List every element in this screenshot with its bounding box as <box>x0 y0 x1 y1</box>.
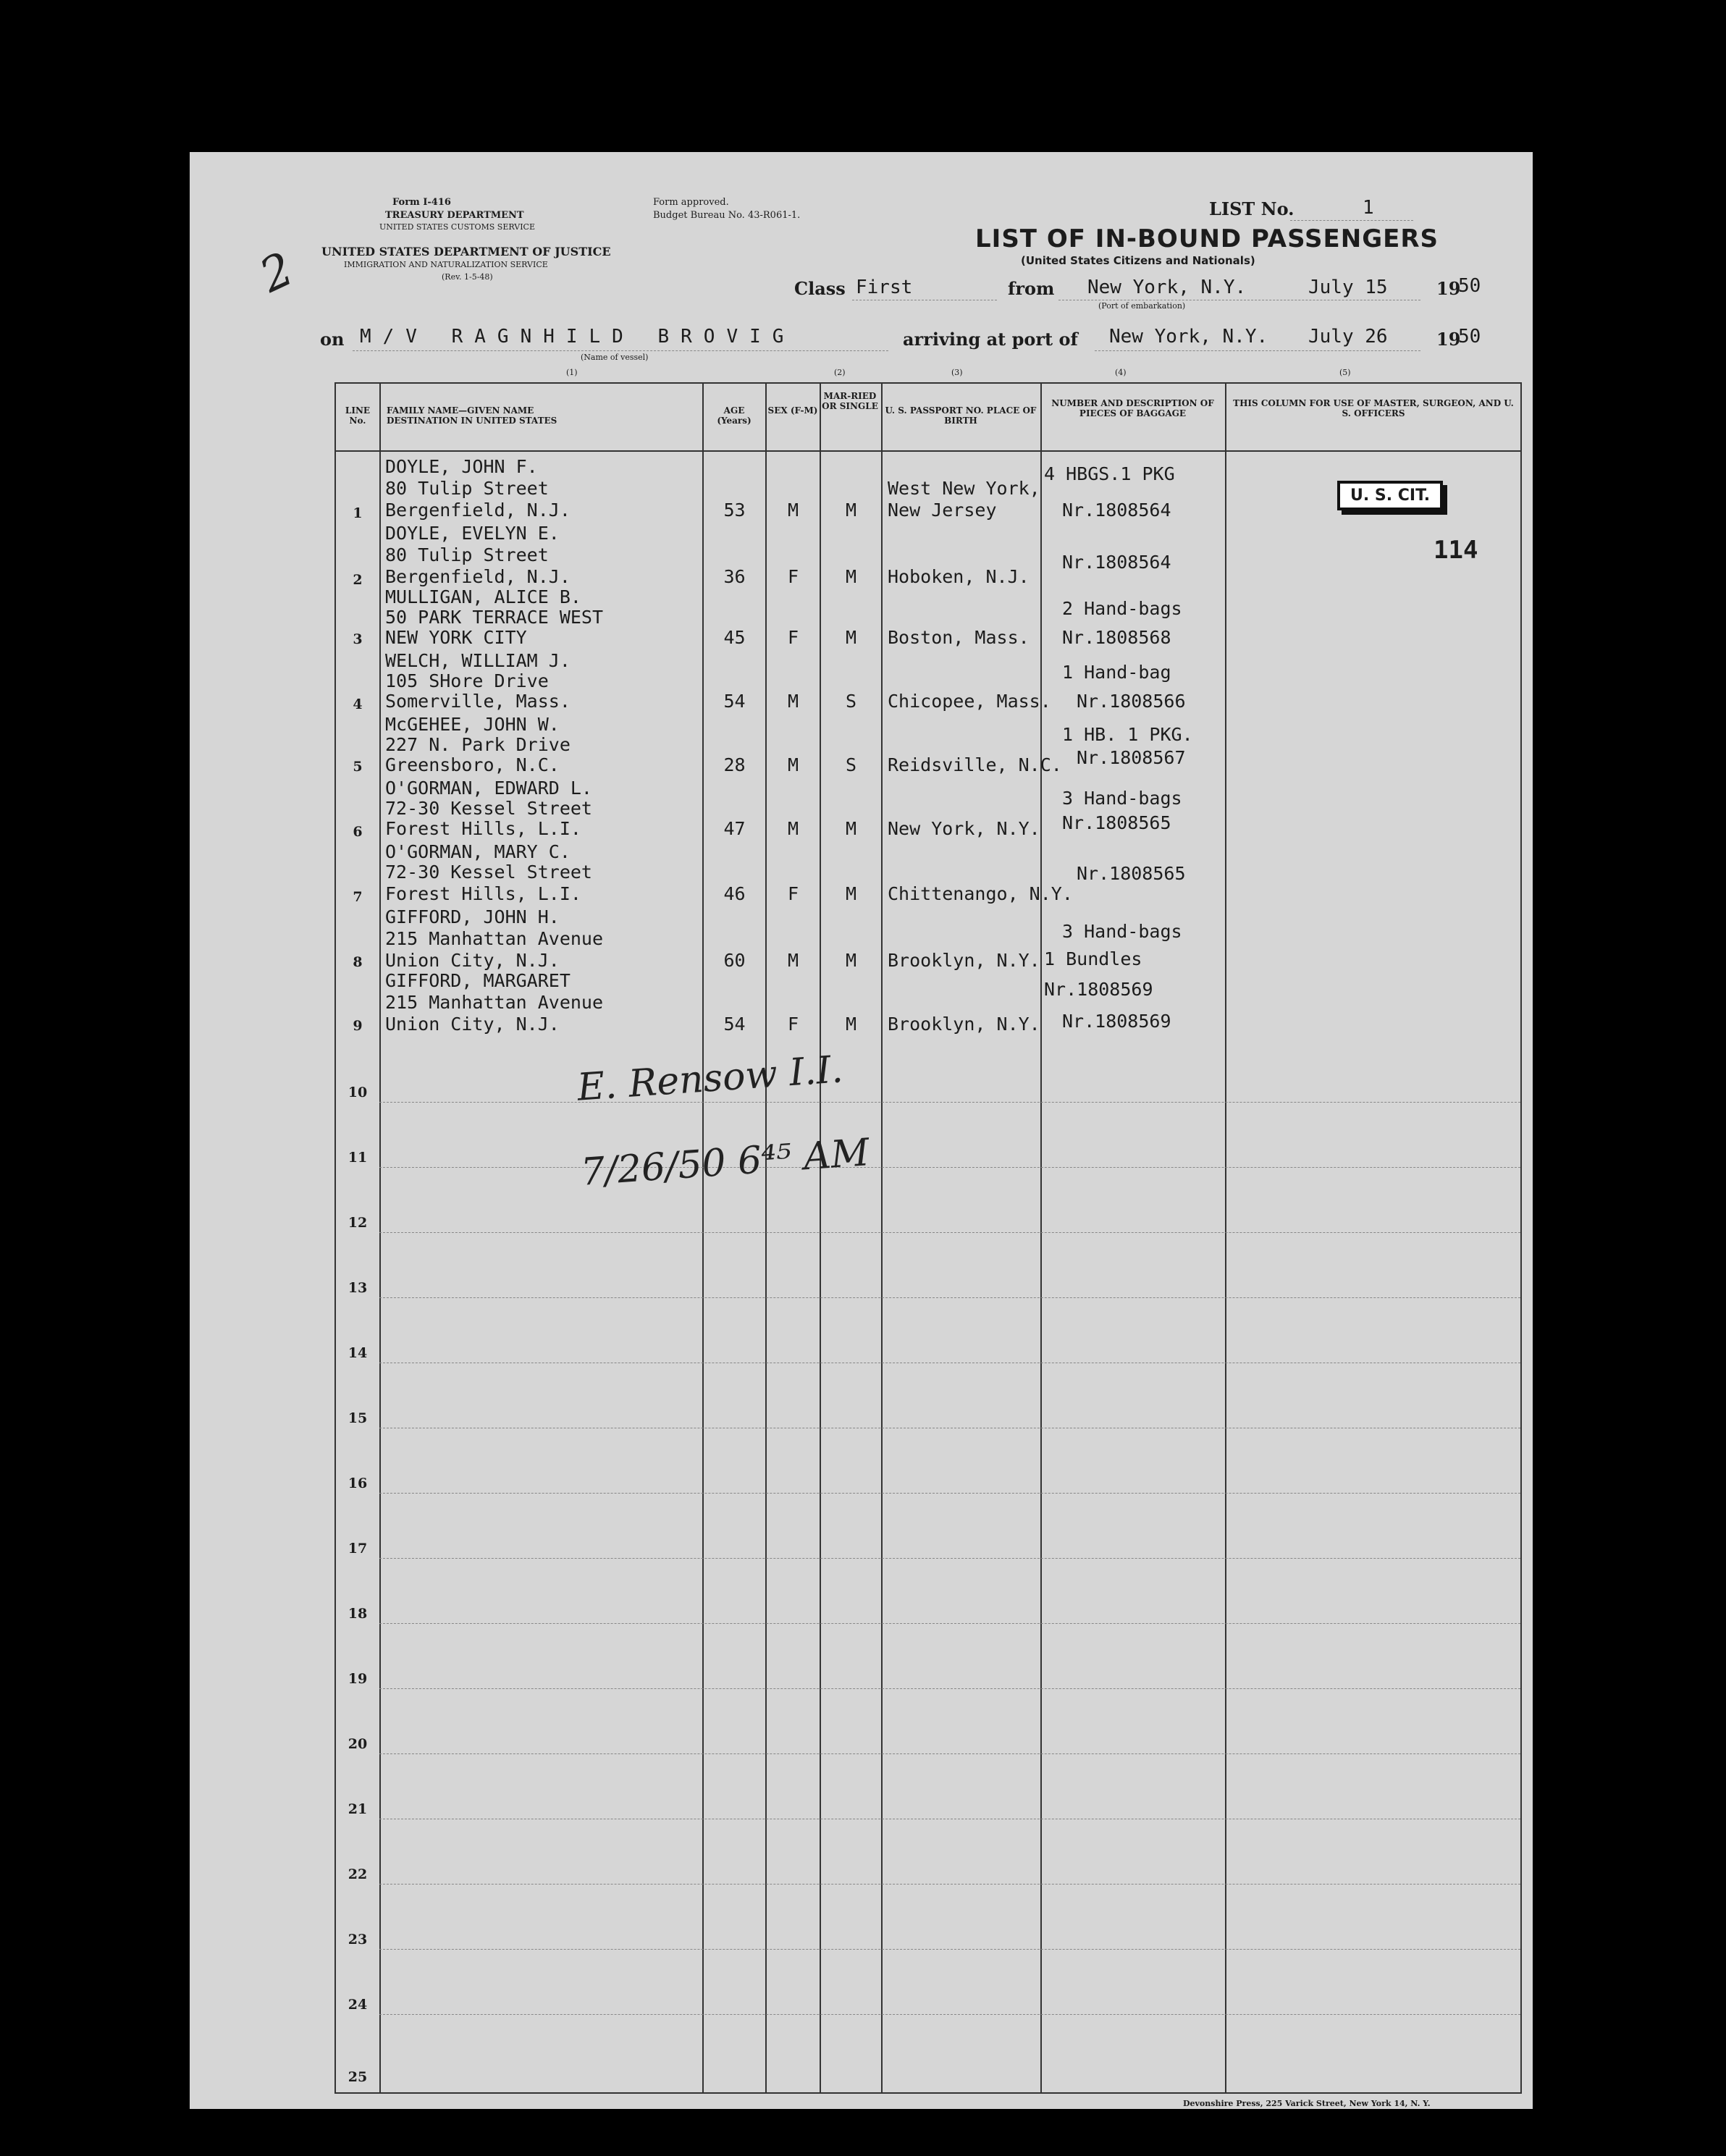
passenger-city: Forest Hills, L.I. <box>385 818 581 839</box>
passenger-name: DOYLE, EVELYN E. <box>385 523 560 544</box>
line-number: 20 <box>348 1736 368 1752</box>
line-number: 5 <box>353 759 363 775</box>
header-age: AGE (Years) <box>717 405 752 426</box>
list-no-label: LIST No. <box>1209 198 1294 219</box>
justice-dept: UNITED STATES DEPARTMENT OF JUSTICE <box>321 245 611 258</box>
line-number: 24 <box>348 1997 368 2013</box>
line-number: 23 <box>348 1932 368 1947</box>
passenger-age: 28 <box>723 754 746 775</box>
baggage-desc: Nr.1808565 <box>1077 863 1186 884</box>
baggage-number: Nr.1808567 <box>1077 747 1186 768</box>
passenger-address: 80 Tulip Street <box>385 544 549 565</box>
passenger-age: 54 <box>723 691 746 712</box>
header-passport: U. S. PASSPORT NO. PLACE OF BIRTH <box>885 405 1037 426</box>
passenger-marital: M <box>845 883 857 904</box>
line-number: 21 <box>348 1801 368 1817</box>
birth-place-2: New York, N.Y. <box>888 818 1040 839</box>
from-label: from <box>1008 278 1055 299</box>
on-label: on <box>320 329 345 350</box>
line-number: 12 <box>348 1215 368 1231</box>
line-number: 14 <box>348 1345 368 1361</box>
line-number: 10 <box>348 1085 368 1100</box>
passenger-sex: M <box>787 691 799 712</box>
form-sheet <box>190 152 1533 2109</box>
passenger-name: O'GORMAN, MARY C. <box>385 841 571 862</box>
passenger-city: Forest Hills, L.I. <box>385 883 581 904</box>
line-number: 7 <box>353 889 363 905</box>
passenger-city: Somerville, Mass. <box>385 691 571 712</box>
baggage-desc: 3 Hand-bags <box>1062 921 1182 942</box>
header-officers: THIS COLUMN FOR USE OF MASTER, SURGEON, AND U. S. OFFICERS <box>1233 398 1514 418</box>
line-number: 15 <box>348 1410 368 1426</box>
passenger-city: Bergenfield, N.J. <box>385 566 571 587</box>
passenger-name: O'GORMAN, EDWARD L. <box>385 778 592 799</box>
passenger-marital: M <box>845 1014 857 1035</box>
passenger-marital: M <box>845 627 857 648</box>
line-number: 3 <box>353 631 363 647</box>
birth-place-2: Brooklyn, N.Y. <box>888 950 1040 971</box>
birth-place-2: Reidsville, N.C. <box>888 754 1062 775</box>
passenger-address: 50 PARK TERRACE WEST <box>385 607 604 628</box>
table-top-border <box>334 382 1522 384</box>
handwritten-signature: E. Rensow I.I. <box>576 1048 845 1110</box>
customs-service: UNITED STATES CUSTOMS SERVICE <box>379 222 535 232</box>
form-revision: (Rev. 1-5-48) <box>442 272 493 282</box>
immigration-service: IMMIGRATION AND NATURALIZATION SERVICE <box>344 260 548 269</box>
list-no-value: 1 <box>1363 197 1374 219</box>
header-line-no: LINE No. <box>345 405 371 426</box>
passenger-marital: M <box>845 566 857 587</box>
passenger-name: WELCH, WILLIAM J. <box>385 650 571 671</box>
passenger-marital: M <box>845 818 857 839</box>
baggage-number: 1 Bundles <box>1044 948 1142 969</box>
passenger-city: Greensboro, N.C. <box>385 754 560 775</box>
passenger-city: Bergenfield, N.J. <box>385 500 571 521</box>
passenger-city: Union City, N.J. <box>385 950 560 971</box>
passenger-address: 215 Manhattan Avenue <box>385 928 604 949</box>
passenger-age: 60 <box>723 950 746 971</box>
baggage-desc: Nr.1808569 <box>1044 979 1153 1000</box>
officer-number: 114 <box>1434 536 1478 565</box>
birth-place-2: Chicopee, Mass. <box>888 691 1051 712</box>
arrival-year: 50 <box>1458 326 1481 348</box>
passenger-address: 215 Manhattan Avenue <box>385 992 604 1013</box>
passenger-city: Union City, N.J. <box>385 1014 560 1035</box>
line-number: 22 <box>348 1866 368 1882</box>
passenger-sex: M <box>787 950 799 971</box>
passenger-age: 45 <box>723 627 746 648</box>
line-number: 2 <box>353 572 363 588</box>
from-year: 50 <box>1458 275 1481 297</box>
col-num-4: (4) <box>1115 368 1127 377</box>
passenger-marital: M <box>845 500 857 521</box>
baggage-desc: 1 Hand-bag <box>1062 662 1171 683</box>
passenger-address: 72-30 Kessel Street <box>385 862 592 883</box>
passenger-sex: M <box>787 754 799 775</box>
header-name: FAMILY NAME—GIVEN NAME DESTINATION IN UNITED STATES <box>387 405 557 426</box>
passenger-name: GIFFORD, JOHN H. <box>385 906 560 927</box>
birth-place-2: Boston, Mass. <box>888 627 1030 648</box>
passenger-address: 80 Tulip Street <box>385 478 549 499</box>
baggage-number: Nr.1808564 <box>1062 500 1171 521</box>
baggage-desc: 2 Hand-bags <box>1062 598 1182 619</box>
baggage-number: Nr.1808568 <box>1062 627 1171 648</box>
embark-note: (Port of embarkation) <box>1098 301 1186 311</box>
line-number: 19 <box>348 1671 368 1687</box>
line-number: 25 <box>348 2069 368 2085</box>
passenger-sex: F <box>787 627 799 648</box>
passenger-sex: F <box>787 883 799 904</box>
baggage-number: Nr.1808564 <box>1062 552 1171 573</box>
margin-mark: 2 <box>252 242 302 304</box>
passenger-marital: S <box>845 691 857 712</box>
header-married: MAR-RIED OR SINGLE <box>822 391 878 411</box>
birth-place-2: Brooklyn, N.Y. <box>888 1014 1040 1035</box>
from-port: New York, N.Y. <box>1087 277 1247 298</box>
passenger-sex: M <box>787 500 799 521</box>
baggage-desc: 3 Hand-bags <box>1062 788 1182 809</box>
col-num-3: (3) <box>951 368 963 377</box>
line-number: 9 <box>353 1018 363 1034</box>
passenger-address: 105 SHore Drive <box>385 670 549 691</box>
passenger-city: NEW YORK CITY <box>385 627 527 648</box>
passenger-name: McGEHEE, JOHN W. <box>385 714 560 735</box>
printer-imprint: Devonshire Press, 225 Varick Street, New York 14, N. Y. <box>1183 2099 1431 2108</box>
arrival-year-prefix: 19 <box>1436 329 1461 350</box>
col-num-2: (2) <box>834 368 846 377</box>
header-sex: SEX (F-M) <box>767 405 818 416</box>
line-number: 4 <box>353 696 363 712</box>
arriving-label: arriving at port of <box>903 329 1078 350</box>
birth-place-2: New Jersey <box>888 500 997 521</box>
passenger-address: 72-30 Kessel Street <box>385 798 592 819</box>
col-num-1: (1) <box>566 368 578 377</box>
line-number: 1 <box>353 505 363 521</box>
passenger-marital: M <box>845 950 857 971</box>
birth-place-2: Hoboken, N.J. <box>888 566 1030 587</box>
birth-place-2: Chittenango, N.Y. <box>888 883 1073 904</box>
form-subtitle: (United States Citizens and Nationals) <box>1021 254 1255 267</box>
passenger-address: 227 N. Park Drive <box>385 734 571 755</box>
table-bottom-border <box>334 2092 1522 2094</box>
line-number: 16 <box>348 1475 368 1491</box>
line-number: 17 <box>348 1541 368 1557</box>
form-title: LIST OF IN-BOUND PASSENGERS <box>975 224 1439 253</box>
treasury-dept: TREASURY DEPARTMENT <box>385 210 524 221</box>
arrival-date: July 26 <box>1308 326 1388 348</box>
vessel-note: (Name of vessel) <box>581 353 649 362</box>
passenger-sex: F <box>787 566 799 587</box>
handwritten-date: 7/26/50 6⁴⁵ AM <box>579 1131 871 1195</box>
baggage-number: Nr.1808569 <box>1062 1011 1171 1032</box>
line-number: 6 <box>353 824 363 840</box>
line-number: 8 <box>353 954 363 970</box>
header-bottom-border <box>334 450 1522 452</box>
passenger-age: 53 <box>723 500 746 521</box>
baggage-number: Nr.1808566 <box>1077 691 1186 712</box>
baggage-desc: 4 HBGS.1 PKG <box>1044 463 1175 484</box>
from-year-prefix: 19 <box>1436 278 1461 299</box>
passenger-age: 47 <box>723 818 746 839</box>
line-number: 11 <box>348 1150 368 1166</box>
line-number: 13 <box>348 1280 368 1296</box>
passenger-age: 46 <box>723 883 746 904</box>
line-number: 18 <box>348 1606 368 1622</box>
passenger-sex: M <box>787 818 799 839</box>
passenger-age: 54 <box>723 1014 746 1035</box>
form-number: Form I-416 <box>392 197 451 208</box>
birth-place-1: West New York, <box>888 478 1040 499</box>
passenger-sex: F <box>787 1014 799 1035</box>
passenger-name: GIFFORD, MARGARET <box>385 970 571 991</box>
us-citizen-stamp: U. S. CIT. <box>1337 481 1443 510</box>
baggage-number: Nr.1808565 <box>1062 812 1171 833</box>
passenger-name: DOYLE, JOHN F. <box>385 456 538 477</box>
class-value: First <box>856 277 913 298</box>
arrival-port: New York, N.Y. <box>1109 326 1268 348</box>
baggage-desc: 1 HB. 1 PKG. <box>1062 724 1193 745</box>
passenger-marital: S <box>845 754 857 775</box>
passenger-age: 36 <box>723 566 746 587</box>
budget-bureau: Budget Bureau No. 43-R061-1. <box>653 210 801 221</box>
passenger-name: MULLIGAN, ALICE B. <box>385 586 581 607</box>
header-baggage: NUMBER AND DESCRIPTION OF PIECES OF BAGGAGE <box>1051 398 1214 418</box>
from-date: July 15 <box>1308 277 1388 298</box>
vessel-name: M/V RAGNHILD BROVIG <box>360 326 796 348</box>
col-num-5: (5) <box>1339 368 1351 377</box>
form-approved: Form approved. <box>653 197 729 208</box>
class-label: Class <box>794 278 846 299</box>
